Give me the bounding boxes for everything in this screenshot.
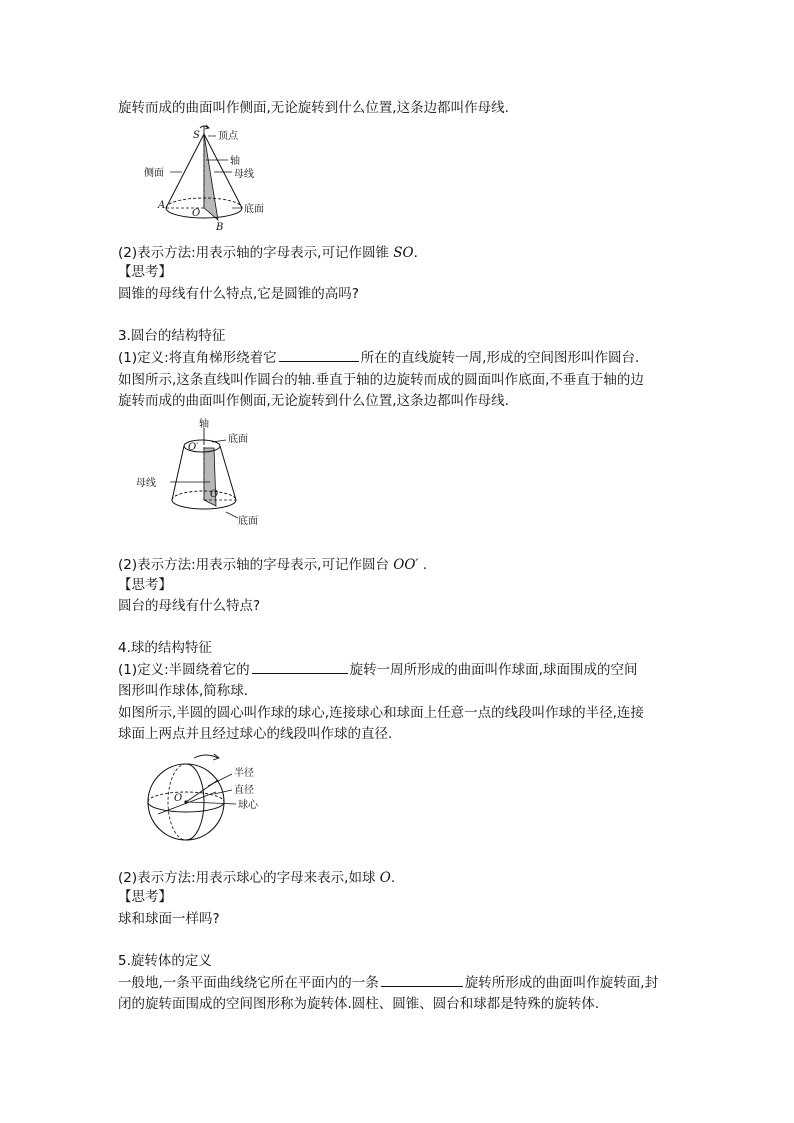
cone-think-header: 【思考】 — [118, 264, 172, 280]
cone-label-side: 侧面 — [144, 168, 164, 179]
rotation-arrow-icon — [194, 755, 218, 758]
revolution-fill-blank[interactable] — [381, 974, 463, 987]
frustum-figure — [134, 420, 274, 532]
frustum-desc-line1: 如图所示,这条直线叫作圆台的轴.垂直于轴的边旋转而成的圆面叫作底面,不垂直于轴的边 — [118, 372, 644, 388]
cone-intro-line: 旋转而成的曲面叫作侧面,无论旋转到什么位置,这条边都叫作母线. — [118, 100, 509, 116]
frustum-think-header: 【思考】 — [118, 577, 172, 593]
sphere-figure — [144, 752, 284, 858]
sphere-def-line2: 图形叫作球体,简称球. — [118, 683, 249, 699]
cone-label-a: A — [158, 200, 166, 211]
sphere-think-question: 球和球面一样吗? — [118, 911, 220, 927]
cone-notation: (2)表示方法:用表示轴的字母表示,可记作圆锥 SO. — [118, 245, 418, 261]
frustum-label-o: O — [210, 489, 219, 500]
cone-label-axis: 轴 — [230, 156, 240, 167]
frustum-label-axis: 轴 — [199, 419, 209, 430]
frustum-label-generatrix: 母线 — [136, 478, 156, 489]
sphere-notation: (2)表示方法:用表示球心的字母来表示,如球 O. — [118, 870, 396, 886]
cone-figure — [140, 122, 280, 234]
cone-label-s: S — [193, 130, 200, 141]
frustum-desc-line2: 旋转而成的曲面叫作侧面,无论旋转到什么位置,这条边都叫作母线. — [118, 393, 509, 409]
frustum-label-top-base: 底面 — [228, 434, 248, 445]
cone-label-generatrix: 母线 — [234, 169, 254, 180]
revolution-heading: 5.旋转体的定义 — [118, 953, 212, 969]
frustum-label-bottom-base: 底面 — [238, 516, 258, 527]
frustum-notation: (2)表示方法:用表示轴的字母表示,可记作圆台 OO′ . — [118, 557, 428, 573]
cone-label-b: B — [216, 222, 224, 233]
cone-label-base: 底面 — [244, 204, 264, 215]
sphere-think-header: 【思考】 — [118, 889, 172, 905]
sphere-heading: 4.球的结构特征 — [118, 640, 212, 656]
sphere-definition: (1)定义:半圆绕着它的 旋转一周所形成的曲面叫作球面,球面围成的空间 — [118, 662, 638, 678]
sphere-label-radius: 半径 — [234, 768, 254, 779]
revolution-line1: 一般地,一条平面曲线绕它所在平面内的一条 旋转所形成的曲面叫作旋转面,封 — [118, 975, 659, 991]
frustum-think-question: 圆台的母线有什么特点? — [118, 598, 261, 614]
frustum-heading: 3.圆台的结构特征 — [118, 328, 226, 344]
cone-label-o: O — [192, 208, 201, 219]
frustum-definition: (1)定义:将直角梯形绕着它 所在的直线旋转一周,形成的空间图形叫作圆台. — [118, 350, 640, 366]
frustum-label-o-prime: O′ — [188, 442, 199, 453]
sphere-label-diameter: 直径 — [234, 785, 254, 796]
sphere-label-o: O — [174, 793, 183, 804]
frustum-fill-blank[interactable] — [279, 349, 359, 362]
cone-label-vertex: 顶点 — [218, 131, 238, 142]
cone-think-question: 圆锥的母线有什么特点,它是圆锥的高吗? — [118, 286, 359, 302]
revolution-line2: 闭的旋转面围成的空间图形称为旋转体.圆柱、圆锥、圆台和球都是特殊的旋转体. — [118, 996, 600, 1012]
sphere-desc-line1: 如图所示,半圆的圆心叫作球的球心,连接球心和球面上任意一点的线段叫作球的半径,连接 — [118, 705, 644, 721]
sphere-label-center: 球心 — [238, 800, 258, 811]
sphere-fill-blank[interactable] — [252, 661, 348, 674]
sphere-desc-line2: 球面上两点并且经过球心的线段叫作球的直径. — [118, 726, 393, 742]
